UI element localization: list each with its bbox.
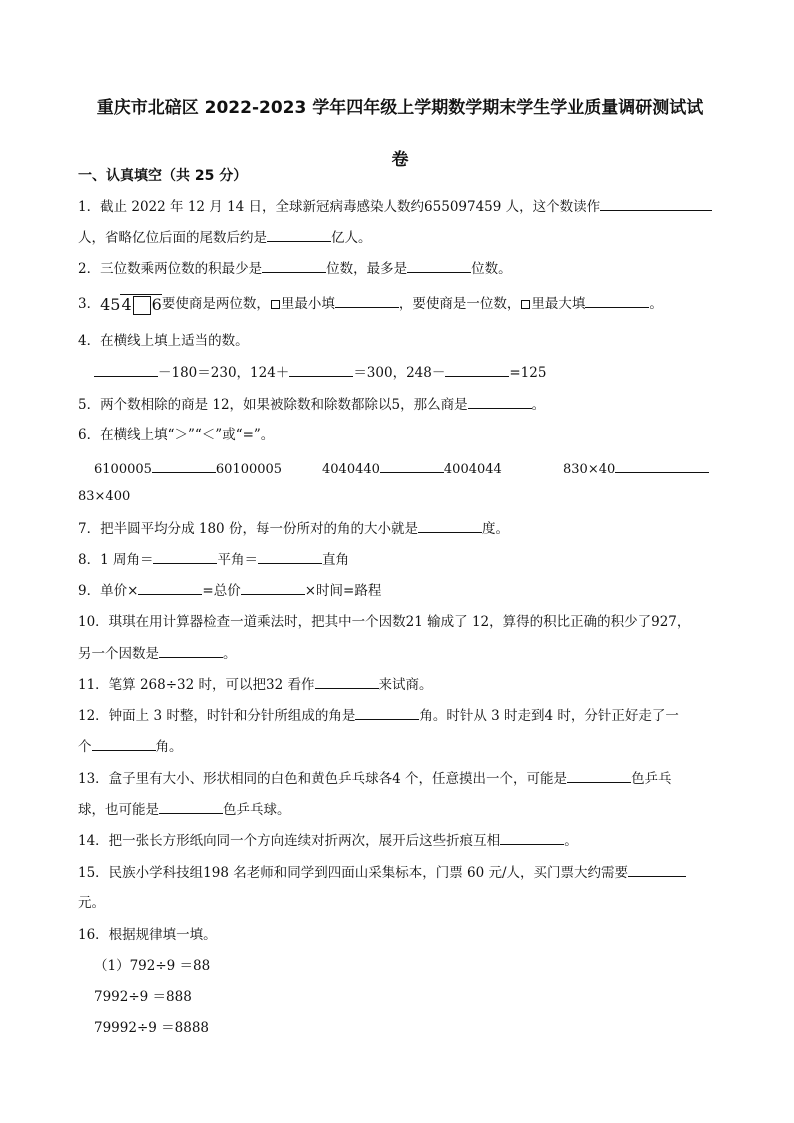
compare-item-3 [563, 458, 709, 477]
section-heading: 一、认真填空（共 25 分） [78, 168, 248, 184]
q16-line-3: 79992÷9 ＝8888 [94, 1020, 209, 1036]
q10-text-b: 另一个因数是 [78, 646, 159, 662]
q9-text-b: =总价 [202, 583, 241, 599]
q13-text-c: 球，也可能是 [78, 802, 159, 818]
q1-text: 1．截止 2022 年 12 月 14 日，全球新冠病毒感染人数约655097459 人，这个数读作 [78, 199, 601, 215]
question-14 [78, 830, 578, 851]
q1-text-b: 人，省略亿位后面的尾数后约是 [78, 230, 267, 246]
q2-blank-1[interactable] [262, 258, 326, 273]
q5-text: 5．两个数相除的商是 12，如果被除数和除数都除以5，那么商是 [78, 397, 468, 413]
q14-text: 14．把一张长方形纸向同一个方向连续对折两次，展开后这些折痕互相 [78, 833, 501, 849]
q7-end: 度。 [481, 521, 509, 537]
q12-text-a: 12．钟面上 3 时整，时针和分针所组成的角是 [78, 708, 356, 724]
q6-blank-1[interactable] [152, 458, 216, 473]
question-9 [78, 580, 381, 601]
q8-blank-2[interactable] [258, 549, 322, 564]
q8-text-c: 直角 [321, 552, 349, 568]
q2-text-c: 位数。 [471, 261, 512, 277]
q2-text-b: 位数，最多是 [326, 261, 408, 277]
q3-blank-1[interactable] [335, 293, 399, 308]
quotient-digits: 45 [100, 295, 121, 314]
question-13-line-1 [78, 768, 672, 789]
question-12-line-1 [78, 705, 679, 726]
q4-text-b: －180＝230，124＋ [158, 365, 290, 381]
q11-blank[interactable] [315, 674, 379, 689]
question-4: 4．在横线上填上适当的数。 [78, 333, 249, 349]
question-7 [78, 518, 509, 539]
q3-text-a: 要使商是两位数， [161, 296, 270, 312]
q9-text-a: 9．单价× [78, 583, 139, 599]
q6-blank-2[interactable] [380, 458, 444, 473]
q11-text: 11．笔算 268÷32 时，可以把32 看作 [78, 677, 315, 693]
q3-text-d: 里最大填 [531, 296, 586, 312]
q9-text-c: ×时间=路程 [304, 583, 382, 599]
compare-item-1 [94, 458, 282, 477]
q3-text-b: 里最小填 [280, 296, 335, 312]
q4-text-c: ＝300，248－ [353, 365, 446, 381]
q14-end: 。 [564, 833, 578, 849]
question-10-line-1: 10．琪琪在用计算器检查一道乘法时，把其中一个因数21 输成了 12，算得的积比正确的积少了927， [78, 614, 691, 630]
q14-blank[interactable] [500, 830, 564, 845]
square-icon [521, 300, 530, 309]
q8-text-b: 平角＝ [217, 552, 258, 568]
q1-blank-2[interactable] [267, 227, 331, 242]
q7-text: 7．把半圆平均分成 180 份，每一份所对的角的大小就是 [78, 521, 418, 537]
digit-box [133, 296, 151, 315]
title-line-2: 卷 [391, 150, 409, 170]
question-3 [78, 293, 663, 315]
question-2 [78, 258, 512, 279]
q2-blank-2[interactable] [407, 258, 471, 273]
question-15-line-2: 元。 [78, 895, 105, 911]
q16-line-2: 7992÷9 ＝888 [94, 989, 192, 1005]
square-icon [271, 300, 280, 309]
q15-blank[interactable] [628, 862, 686, 877]
question-11 [78, 674, 433, 695]
dividend-digit: 6 [151, 295, 162, 314]
q13-text-a: 13．盒子里有大小、形状相同的白色和黄色乒乓球各4 个，任意摸出一个，可能是 [78, 771, 568, 787]
q4-text-d: =125 [509, 365, 547, 381]
q8-text-a: 8．1 周角＝ [78, 552, 154, 568]
q2-text-a: 2．三位数乘两位数的积最少是 [78, 261, 263, 277]
q11-end: 来试商。 [378, 677, 433, 693]
q12-text-d: 角。 [155, 739, 183, 755]
compare-item-2 [322, 458, 502, 477]
q10-end: 。 [223, 646, 237, 662]
q12-blank-1[interactable] [355, 705, 419, 720]
question-5 [78, 394, 545, 415]
q13-text-b: 色乒乓 [631, 771, 672, 787]
question-15-line-1 [78, 862, 686, 883]
compare-3-right: 83×400 [78, 489, 131, 504]
question-1-line-1 [78, 196, 712, 217]
q3-blank-2[interactable] [585, 293, 649, 308]
question-16: 16．根据规律填一填。 [78, 927, 217, 943]
q3-text-e: 。 [649, 296, 663, 312]
q9-blank-2[interactable] [241, 580, 305, 595]
question-1-line-2 [78, 227, 372, 248]
title-line-1: 重庆市北碚区 2022-2023 学年四年级上学期数学期末学生学业质量调研测试试 [96, 98, 704, 118]
q6-blank-3[interactable] [615, 458, 709, 473]
q7-blank[interactable] [418, 518, 482, 533]
divisor-digit: 4 [121, 295, 132, 314]
q13-blank-1[interactable] [567, 768, 631, 783]
q16-line-1: （1）792÷9 ＝88 [94, 958, 211, 974]
q1-blank-1[interactable] [600, 196, 712, 211]
question-4-equations [94, 362, 546, 383]
q5-end: 。 [531, 397, 546, 413]
compare-2-right: 4004044 [443, 462, 502, 477]
question-10-line-2 [78, 643, 237, 664]
q8-blank-1[interactable] [153, 549, 217, 564]
q13-text-d: 色乒乓球。 [223, 802, 291, 818]
question-12-line-2 [78, 736, 183, 757]
q5-blank[interactable] [468, 394, 532, 409]
compare-1-left: 6100005 [94, 462, 152, 477]
q4-blank-3[interactable] [445, 362, 509, 377]
q12-text-b: 角。时针从 3 时走到4 时，分针正好走了一 [419, 708, 679, 724]
q10-blank[interactable] [159, 643, 223, 658]
q3-text-c: ，要使商是一位数， [398, 296, 521, 312]
q4-blank-2[interactable] [289, 362, 353, 377]
question-8 [78, 549, 349, 570]
long-division-expression [100, 294, 162, 315]
q3-num: 3． [78, 296, 101, 312]
division-bracket [120, 294, 161, 315]
q4-blank-1[interactable] [94, 362, 158, 377]
question-13-line-2 [78, 799, 291, 820]
q12-text-c: 个 [78, 739, 92, 755]
question-6: 6．在横线上填“＞”“＜”或“=”。 [78, 427, 275, 443]
q9-blank-1[interactable] [138, 580, 202, 595]
q15-text: 15．民族小学科技组198 名老师和同学到四面山采集标本，门票 60 元/人，买门票大约需要 [78, 865, 629, 881]
compare-3-left: 830×40 [563, 462, 616, 477]
q13-blank-2[interactable] [159, 799, 223, 814]
compare-2-left: 4040440 [322, 462, 380, 477]
compare-1-right: 60100005 [215, 462, 283, 477]
q1-text-c: 亿人。 [331, 230, 372, 246]
q12-blank-2[interactable] [92, 736, 156, 751]
